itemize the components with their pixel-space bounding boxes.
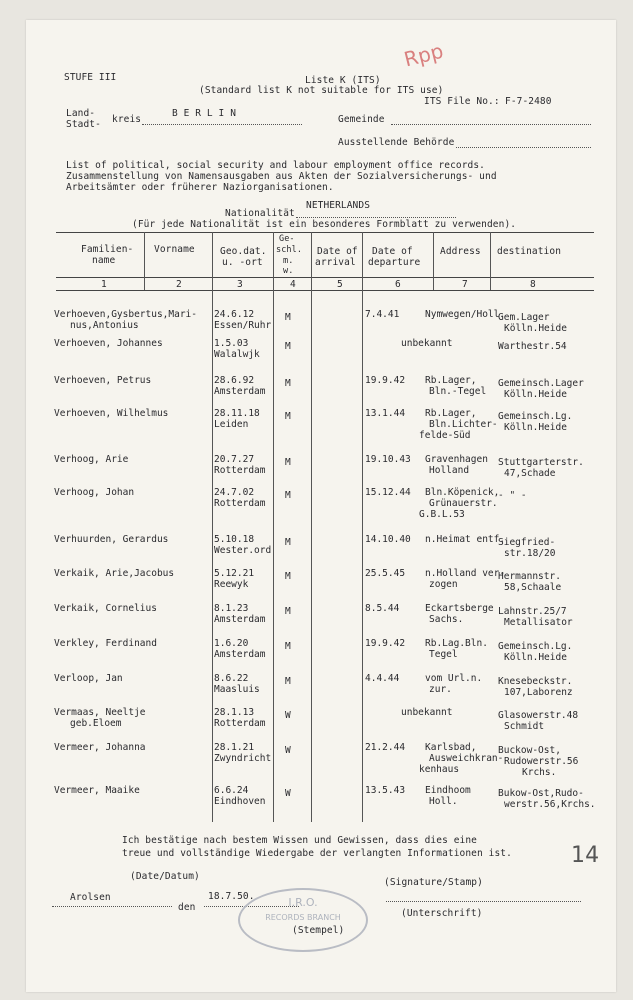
destination-line-2: werstr.56,Krchs. [504,799,596,810]
sex-value: M [285,606,291,617]
departure-date: 14.10.40 [365,534,411,545]
header-sex-1: Ge- [279,234,295,244]
nationality-value: NETHERLANDS [306,200,371,211]
col-divider [273,232,274,822]
family-name: Verhoeven,Gysbertus,Mari- [54,309,197,320]
birth-place: Walalwjk [214,349,260,360]
departure-date: 13.5.43 [365,785,406,796]
destination: Gemeinsch.Lg. [498,411,573,422]
sex-value: M [285,641,291,652]
departure-date: 13.1.44 [365,408,406,419]
sex-value: W [285,710,291,721]
birth-date: 24.6.12 [214,309,255,320]
sex-value: M [285,490,291,501]
given-name: nus,Antonius [70,320,139,331]
header-vorname: Vorname [154,244,195,255]
address: n.Holland ver- [425,568,506,579]
address-line-2: Sachs. [429,614,464,625]
destination-line-2: Kölln.Heide [504,652,567,663]
address: Eckartsberge [425,603,494,614]
destination-line-2: 107,Laborenz [504,687,573,698]
birth-date: 28.1.13 [214,707,255,718]
family-name: Verloop, Jan [54,673,123,684]
birth-date: 5.12.21 [214,568,255,579]
nationality-label: Nationalität [225,208,295,219]
birth-place: Rotterdam [214,465,266,476]
address-line-2: Ausweichkran- [429,753,504,764]
header-departure-2: departure [368,257,421,268]
confirm-line-2: treue und vollständige Wiedergabe der verlangten Informationen ist. [122,848,512,859]
birth-place: Wester.ord [214,545,272,556]
address-line-2: Holl. [429,796,458,807]
gemeinde-label: Gemeinde [338,114,385,125]
col-divider [311,232,312,822]
column-number: 4 [290,279,296,290]
birth-date: 8.6.22 [214,673,249,684]
departure-date: 7.4.41 [365,309,400,320]
family-name: Verhoeven, Petrus [54,375,152,386]
col-divider [490,232,491,290]
stamp-top-text: I.R.O. [288,896,318,909]
address: unbekannt [401,338,453,349]
birth-date: 28.11.18 [214,408,260,419]
sex-value: M [285,571,291,582]
birth-place: Reewyk [214,579,249,590]
family-name: Verhoog, Johan [54,487,135,498]
birth-place: Amsterdam [214,649,266,660]
departure-date: 4.4.44 [365,673,400,684]
header-geodat-2: u. -ort [222,257,263,268]
destination: - " - [498,490,527,501]
address: Rb.Lager, [425,375,477,386]
address-line-2: Bln.Lichter- [429,419,498,430]
address: Eindhoom [425,785,471,796]
header-departure: Date of [372,246,413,257]
family-name: Verkaik, Arie,Jacobus [54,568,175,579]
kreis-label: kreis [112,114,142,125]
place-value: Arolsen [70,892,111,903]
address-line-2: Holland [429,465,470,476]
address-line-2: zur. [429,684,452,695]
destination-line-2: 47,Schade [504,468,556,479]
address: Rb.Lag.Bln. [425,638,488,649]
header-familienname-2: name [92,255,116,266]
family-name: Vermeer, Maaike [54,785,140,796]
page-mark: 14 [571,843,600,868]
header-arrival: Date of [317,246,358,257]
date-label: (Date/Datum) [130,871,200,882]
destination-line-2: Kölln.Heide [504,389,567,400]
family-name: Verhoog, Arie [54,454,129,465]
header-sex-3: m. [283,256,294,266]
col-divider [144,232,145,290]
birth-place: Amsterdam [214,386,266,397]
birth-place: Leiden [214,419,249,430]
address: n.Heimat entf. [425,534,506,545]
departure-date: 19.9.42 [365,375,406,386]
address-line-2: Grünauerstr. [429,498,498,509]
birth-date: 24.7.02 [214,487,255,498]
destination-line-2: str.18/20 [504,548,556,559]
unterschrift-label: (Unterschrift) [401,908,483,919]
column-number: 5 [337,279,343,290]
table-header-rule [56,277,594,278]
column-number: 1 [101,279,107,290]
departure-date: 21.2.44 [365,742,406,753]
nationality-line [296,217,456,218]
stufe-label: STUFE III [64,72,117,83]
header-destination: destination [497,246,562,257]
intro-line-1: List of political, social security and labour employment office records. [66,160,486,171]
destination-line-2: Metallisator [504,617,573,628]
birth-date: 8.1.23 [214,603,249,614]
kreis-value: B E R L I N [172,108,237,119]
intro-line-2: Zusammenstellung von Namensausgaben aus Akten der Sozialversicherungs- und [66,171,497,182]
column-number: 2 [176,279,182,290]
signature-line [386,901,581,902]
address: Nymwegen/Holl. [425,309,506,320]
departure-date: 25.5.45 [365,568,406,579]
destination: Warthestr.54 [498,341,567,352]
departure-date: 19.10.43 [365,454,411,465]
family-name: Verhoeven, Wilhelmus [54,408,169,419]
header-geodat: Geo.dat. [220,246,267,257]
family-name: Vermeer, Johanna [54,742,146,753]
family-name: Vermaas, Neeltje [54,707,146,718]
sex-value: M [285,312,291,323]
birth-date: 28.1.21 [214,742,255,753]
birth-place: Rotterdam [214,498,266,509]
sex-value: M [285,411,291,422]
given-name: geb.Eloem [70,718,122,729]
family-name: Verkaik, Cornelius [54,603,157,614]
birth-date: 6.6.24 [214,785,249,796]
kreis-line [142,124,302,125]
address: Gravenhagen [425,454,488,465]
behoerde-label: Ausstellende Behörde [338,137,455,148]
destination-line-3: Krchs. [522,767,557,778]
sex-value: M [285,341,291,352]
its-file-label: ITS File No.: [424,96,500,107]
destination: Glasowerstr.48 [498,710,579,721]
address: Karlsbad, [425,742,477,753]
nationality-note: (Für jede Nationalität ist ein besonderes Formblatt zu verwenden). [132,219,517,230]
address: Bln.Köpenick, [425,487,500,498]
sex-value: M [285,457,291,468]
sex-value: M [285,378,291,389]
handwritten-mark: Rpp [401,38,446,72]
header-familienname: Familien- [81,244,134,255]
destination: Knesebeckstr. [498,676,573,687]
land-label: Land- [66,108,96,119]
liste-subtitle: (Standard list K not suitable for ITS use) [199,85,444,96]
destination-line-2: Kölln.Heide [504,323,567,334]
family-name: Verhuurden, Gerardus [54,534,169,545]
den-label: den [178,902,196,913]
birth-place: Zwyndricht [214,753,272,764]
family-name: Verhoeven, Johannes [54,338,163,349]
address: vom Url.n. [425,673,483,684]
destination: Buckow-Ost, [498,745,561,756]
birth-place: Essen/Ruhr [214,320,272,331]
stamp-mid-text: RECORDS BRANCH [265,913,341,922]
birth-place: Eindhoven [214,796,266,807]
destination: Hermannstr. [498,571,561,582]
departure-date: 19.9.42 [365,638,406,649]
birth-place: Rotterdam [214,718,266,729]
address-line-3: felde-Süd [419,430,471,441]
family-name: Verkley, Ferdinand [54,638,157,649]
destination: Gem.Lager [498,312,550,323]
table-number-rule [56,290,594,291]
birth-date: 28.6.92 [214,375,255,386]
confirm-line-1: Ich bestätige nach bestem Wissen und Gewissen, dass dies eine [122,835,477,846]
date-value: 18.7.50. [208,891,255,902]
sex-value: M [285,676,291,687]
liste-title: Liste K (ITS) [305,75,381,86]
table-top-rule [56,232,594,233]
address-line-2: zogen [429,579,458,590]
birth-place: Maasluis [214,684,260,695]
sex-value: W [285,788,291,799]
column-number: 3 [237,279,243,290]
stadt-label: Stadt- [66,119,101,130]
col-divider [212,232,213,822]
destination-line-2: 58,Schaale [504,582,562,593]
column-number: 8 [530,279,536,290]
address-line-3: G.B.L.53 [419,509,465,520]
header-arrival-2: arrival [315,257,356,268]
behoerde-line [456,147,591,148]
birth-date: 1.5.03 [214,338,249,349]
intro-line-3: Arbeitsämter oder früherer Naziorganisationen. [66,182,334,193]
stempel-label: (Stempel) [292,925,345,936]
address-line-2: Tegel [429,649,458,660]
departure-date: 15.12.44 [365,487,411,498]
signature-label: (Signature/Stamp) [384,877,483,888]
column-number: 7 [462,279,468,290]
departure-date: 8.5.44 [365,603,400,614]
document-sheet [26,20,616,992]
destination: Gemeinsch.Lg. [498,641,573,652]
birth-date: 1.6.20 [214,638,249,649]
destination: Stuttgarterstr. [498,457,584,468]
birth-date: 5.10.18 [214,534,255,545]
col-divider [362,232,363,822]
destination-line-2: Kölln.Heide [504,422,567,433]
iro-stamp [238,888,368,952]
sex-value: W [285,745,291,756]
address-line-3: kenhaus [419,764,460,775]
destination-line-2: Rudowerstr.56 [504,756,579,767]
address-line-2: Bln.-Tegel [429,386,487,397]
destination: Lahnstr.25/7 [498,606,567,617]
birth-date: 20.7.27 [214,454,255,465]
place-line [52,906,172,907]
gemeinde-line [391,124,591,125]
destination: Bukow-Ost,Rudo- [498,788,584,799]
destination-line-2: Schmidt [504,721,545,732]
destination: Gemeinsch.Lager [498,378,584,389]
header-sex-4: w. [283,266,294,276]
address: unbekannt [401,707,453,718]
sex-value: M [285,537,291,548]
header-address: Address [440,246,481,257]
address: Rb.Lager, [425,408,477,419]
col-divider [433,232,434,290]
column-number: 6 [395,279,401,290]
header-sex-2: schl. [276,245,303,255]
birth-place: Amsterdam [214,614,266,625]
destination: Siegfried- [498,537,556,548]
its-file-number: F-7-2480 [505,96,552,107]
